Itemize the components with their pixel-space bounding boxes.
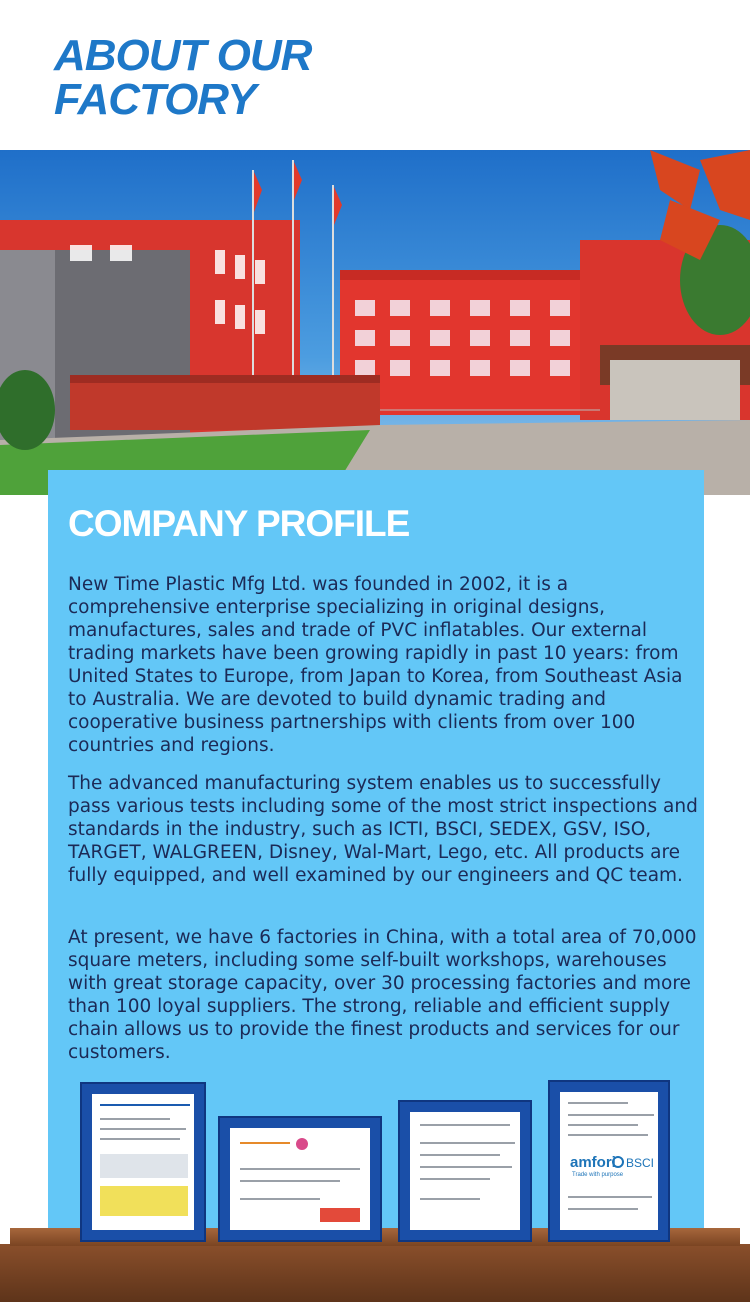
amfori-tagline: Trade with purpose — [572, 1172, 624, 1178]
bsci-ring-icon — [612, 1156, 624, 1168]
profile-title: COMPANY PROFILE — [68, 503, 410, 544]
profile-paragraph-3: At present, we have 6 factories in China, with a total area of 70,000 square meters, including some self-built workshops, warehouses with great storage capacity, over 30 processing factories and more than 100 loyal suppliers. The strong, reliable and efficient supply chain allows us to provide the finest products and services for our customers. — [68, 927, 697, 1063]
certificate-frame-2 — [218, 1116, 382, 1242]
certificate-frame-4 — [548, 1080, 670, 1242]
headline-line-2: FACTORY — [54, 75, 256, 124]
bsci-logo: BSCI — [626, 1156, 655, 1170]
page-headline — [54, 31, 312, 124]
amfori-logo: amfori — [570, 1154, 616, 1171]
factory-photo — [0, 150, 750, 495]
headline-line-1: ABOUT OUR — [54, 31, 312, 80]
wooden-shelf-front — [0, 1244, 750, 1302]
certificate-frame-1 — [80, 1082, 206, 1242]
certificate-frame-3 — [398, 1100, 532, 1242]
profile-paragraph-2: The advanced manufacturing system enables us to successfully pass various tests including some of the most strict inspections and standards in the industry, such as ICTI, BSCI, SEDEX, GSV, ISO, TARGET, WALGREEN, Disney, Wal-Mart, Lego, etc. All products are fully equipped, and well examined by our engineers and QC team. — [68, 773, 698, 886]
profile-paragraph-1: New Time Plastic Mfg Ltd. was founded in 2002, it is a comprehensive enterprise specializing in original designs, manufactures, sales and trade of PVC inflatables. Our external trading markets have been growing rapidly in past 10 years: from United States to Europe, from Japan to Korea, from Southeast Asia to Australia. We are devoted to build dynamic trading and cooperative business partnerships with clients from over 100 countries and regions. — [68, 574, 683, 756]
